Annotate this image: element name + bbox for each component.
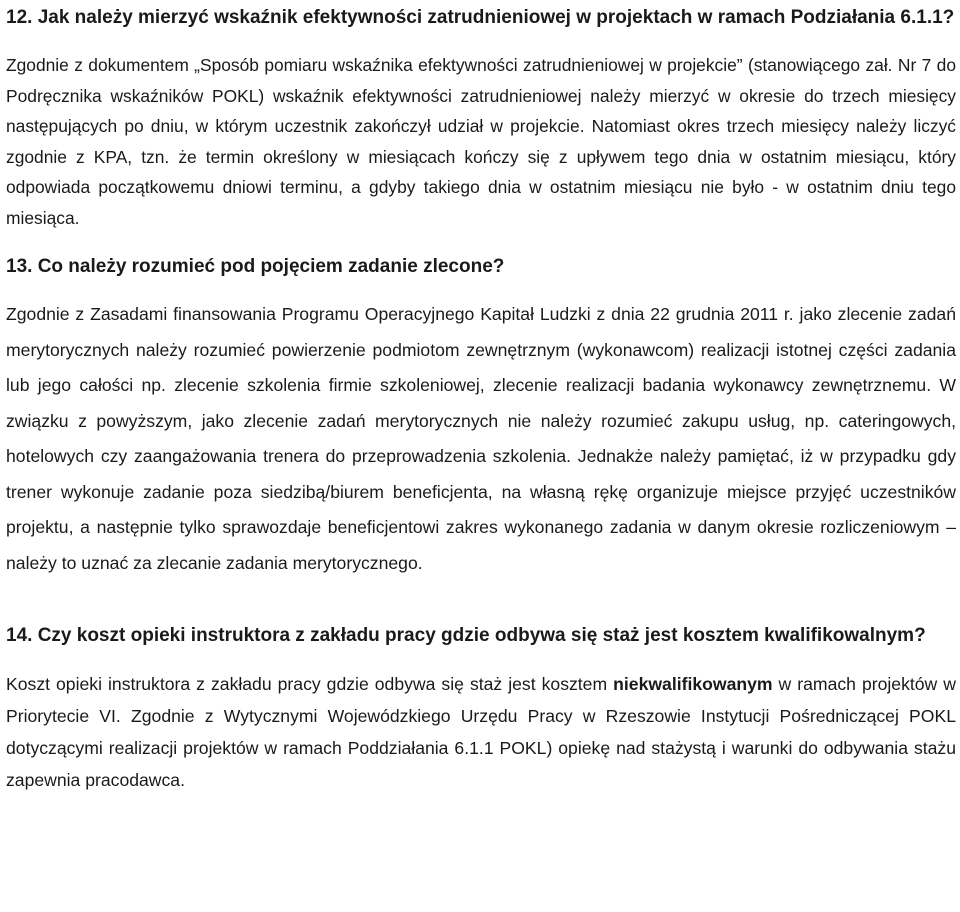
section-q13 bbox=[6, 250, 956, 581]
section-q14 bbox=[6, 618, 956, 796]
question-12-heading: 12. Jak należy mierzyć wskaźnik efektywności zatrudnieniowej w projektach w ramach Podziałania 6.1.1? bbox=[6, 7, 955, 28]
answer-14-text-end: w ramach projektów w Priorytecie VI. Zgodnie z Wytycznymi Wojewódzkiego Urzędu Pracy w Rzeszowie Instytucji Pośredniczącej POKL dotyczącymi realizacji projektów w ramach Poddziałania 6.1.1 POKL) opiekę nad stażystą i warunki do odbywania stażu zapewnia pracodawca. bbox=[6, 674, 956, 790]
question-14-heading: 14. Czy koszt opieki instruktora z zakładu pracy gdzie odbywa się staż jest kosztem kwalifikowalnym? bbox=[6, 625, 926, 646]
answer-14-text-start: Koszt opieki instruktora z zakładu pracy gdzie odbywa się staż jest kosztem bbox=[6, 674, 614, 694]
section-q12 bbox=[6, 1, 956, 233]
answer-14-bold-term: niekwalifikowanym bbox=[613, 674, 773, 694]
document-page bbox=[6, 0, 956, 796]
answer-12-paragraph: Zgodnie z dokumentem „Sposób pomiaru wskaźnika efektywności zatrudnieniowej w projekcie” (stanowiącego zał. Nr 7 do Podręcznika wskaźników POKL) wskaźnik efektywności zatrudnieniowej należy mierzyć w okresie do trzech miesięcy następujących po dniu, w którym uczestnik zakończył udział w projekcie. Natomiast okres trzech miesięcy należy liczyć zgodnie z KPA, tzn. że termin określony w miesiącach kończy się z upływem tego dnia w ostatnim miesiącu, który odpowiada początkowemu dniowi terminu, a gdyby takiego dnia w ostatnim miesiącu nie było - w ostatnim dniu tego miesiąca. bbox=[6, 55, 956, 228]
answer-13-paragraph: Zgodnie z Zasadami finansowania Programu Operacyjnego Kapitał Ludzki z dnia 22 grudnia 2011 r. jako zlecenie zadań merytorycznych należy rozumieć powierzenie podmiotom zewnętrznym (wykonawcom) realizacji istotnej części zadania lub jego całości np. zlecenie szkolenia firmie szkoleniowej, zlecenie realizacji badania wykonawcy zewnętrznemu. W związku z powyższym, jako zlecenie zadań merytorycznych nie należy rozumieć zakupu usług, np. cateringowych, hotelowych czy zaangażowania trenera do przeprowadzenia szkolenia. Jednakże należy pamiętać, iż w przypadku gdy trener wykonuje zadanie poza siedzibą/biurem beneficjenta, na własną rękę organizuje miejsce przyjęć uczestników projektu, a następnie tylko sprawozdaje beneficjentowi zakres wykonanego zadania w danym okresie rozliczeniowym – należy to uznać za zlecanie zadania merytorycznego. bbox=[6, 304, 956, 573]
answer-14-paragraph bbox=[6, 668, 956, 796]
question-13-heading: 13. Co należy rozumieć pod pojęciem zadanie zlecone? bbox=[6, 256, 505, 277]
